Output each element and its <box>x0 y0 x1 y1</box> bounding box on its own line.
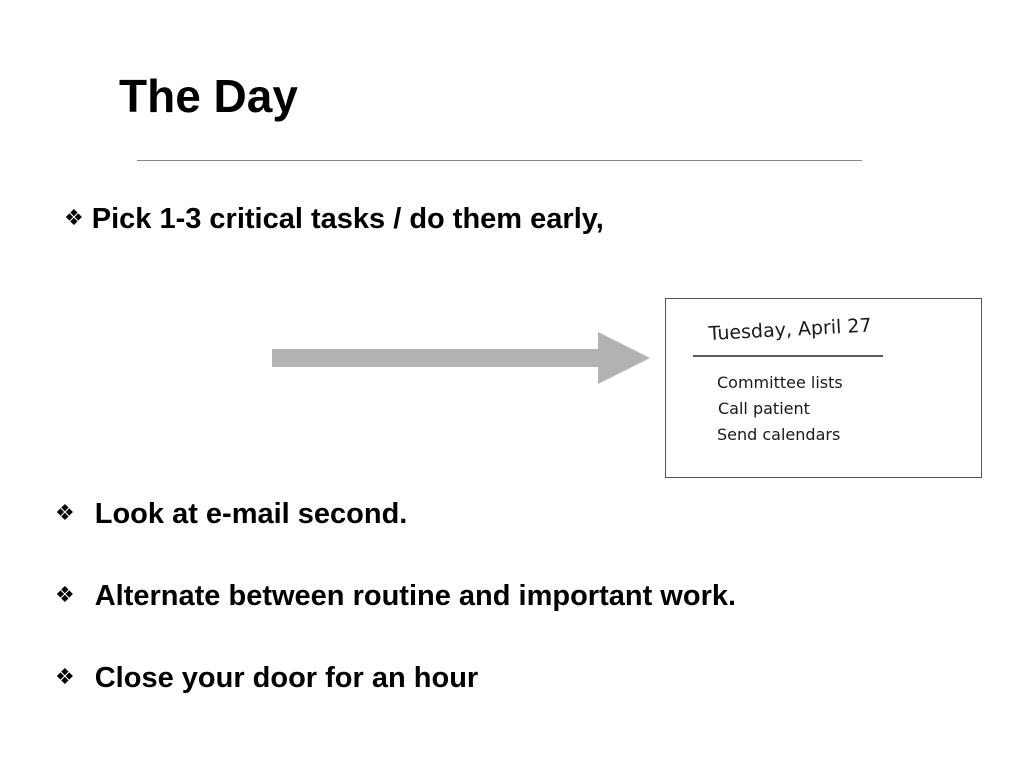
diamond-bullet-icon: ❖ <box>55 664 75 689</box>
diamond-bullet-icon: ❖ <box>55 500 75 525</box>
note-task: Send calendars <box>717 425 841 444</box>
right-arrow-icon <box>272 330 652 386</box>
slide-title: The Day <box>119 70 298 122</box>
bullet-text: Look at e-mail second. <box>94 498 408 530</box>
bullet-item <box>55 659 478 696</box>
bullet-text: Close your door for an hour <box>94 662 479 694</box>
handwritten-note-card <box>665 298 982 478</box>
diamond-bullet-icon: ❖ <box>55 582 75 607</box>
title-divider <box>137 160 862 161</box>
diamond-bullet-icon: ❖ <box>64 205 84 230</box>
note-task: Call patient <box>718 399 810 418</box>
bullet-item <box>55 495 407 532</box>
note-date: Tuesday, April 27 <box>708 314 873 345</box>
bullet-text: Pick 1-3 critical tasks / do them early, <box>91 203 604 235</box>
bullet-item <box>64 200 604 237</box>
bullet-text: Alternate between routine and important work. <box>94 580 737 612</box>
bullet-item <box>55 577 736 614</box>
note-task: Committee lists <box>717 373 843 392</box>
